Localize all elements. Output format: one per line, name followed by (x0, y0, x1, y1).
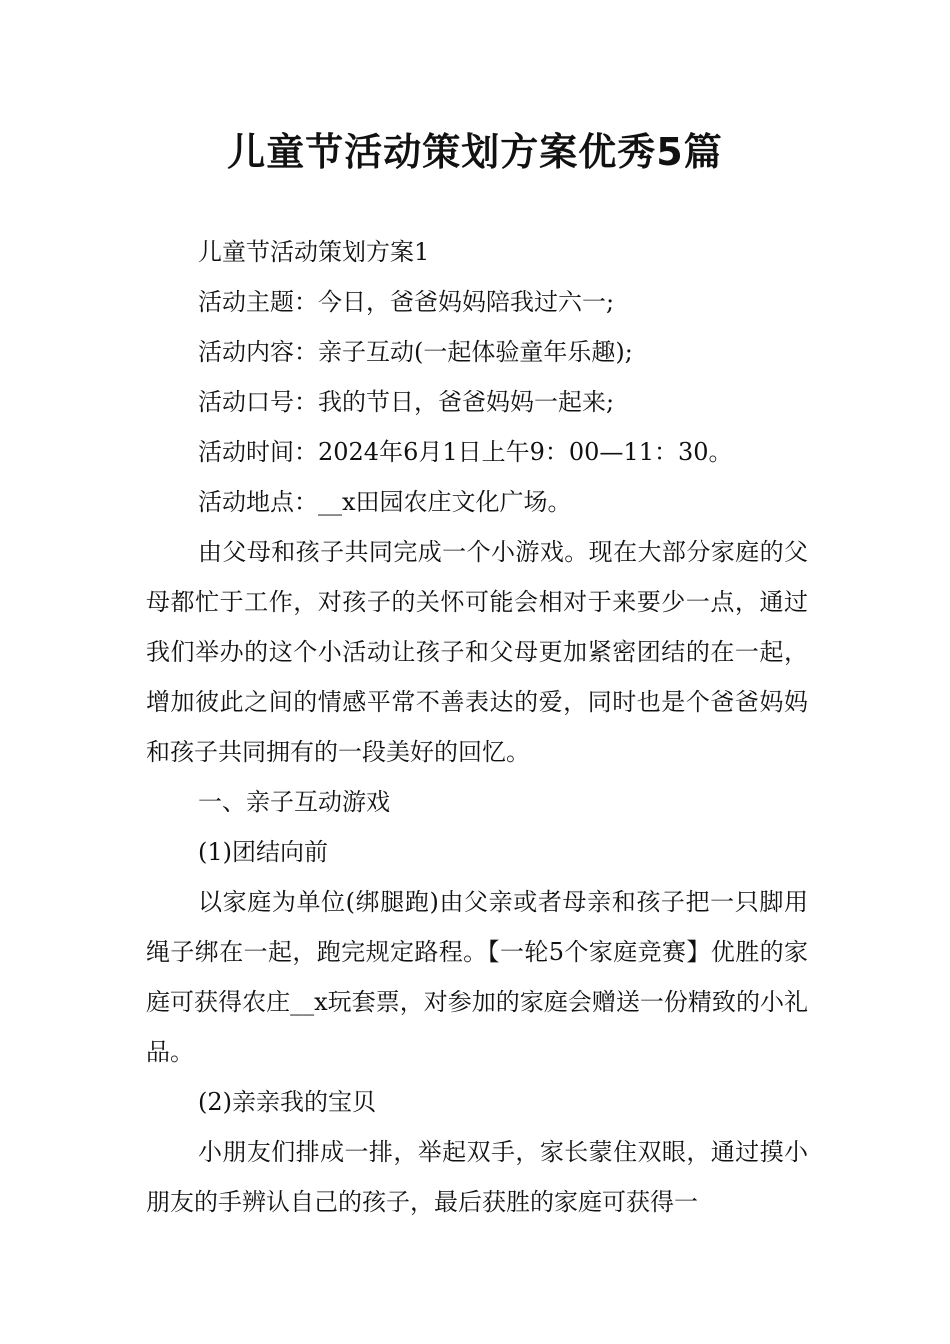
paragraph-location: 活动地点：__x田园农庄文化广场。 (198, 488, 572, 516)
paragraph-game-2: 小朋友们排成一排，举起双手，家长蒙住双眼，通过摸小朋友的手辨认自己的孩子，最后获胜的家庭可获得一 (146, 1138, 808, 1216)
paragraph-game-1: 以家庭为单位(绑腿跑)由父亲或者母亲和孩子把一只脚用绳子绑在一起，跑完规定路程。【一轮5个家庭竞赛】优胜的家庭可获得农庄__x玩套票，对参加的家庭会赠送一份精致的小礼品。 (146, 888, 808, 1066)
paragraph-theme: 活动主题：今日，爸爸妈妈陪我过六一; (198, 288, 615, 316)
paragraph-intro: 由父母和孩子共同完成一个小游戏。现在大部分家庭的父母都忙于工作，对孩子的关怀可能会相对于来要少一点，通过我们举办的这个小活动让孩子和父母更加紧密团结的在一起，增加彼此之间的情感平常不善表达的爱，同时也是个爸爸妈妈和孩子共同拥有的一段美好的回忆。 (146, 538, 808, 766)
paragraph-slogan: 活动口号：我的节日，爸爸妈妈一起来; (198, 388, 615, 416)
document-body (146, 227, 808, 1227)
subheading-game-1: (1)团结向前 (198, 838, 328, 866)
paragraph-plan-heading: 儿童节活动策划方案1 (198, 238, 430, 266)
paragraph-content: 活动内容：亲子互动(一起体验童年乐趣); (198, 338, 633, 366)
subheading-game-2: (2)亲亲我的宝贝 (198, 1088, 376, 1116)
paragraph-time: 活动时间：2024年6月1日上午9：00—11：30。 (198, 438, 733, 466)
section-heading-games: 一、亲子互动游戏 (198, 788, 390, 816)
document-title: 儿童节活动策划方案优秀5篇 (227, 130, 723, 174)
